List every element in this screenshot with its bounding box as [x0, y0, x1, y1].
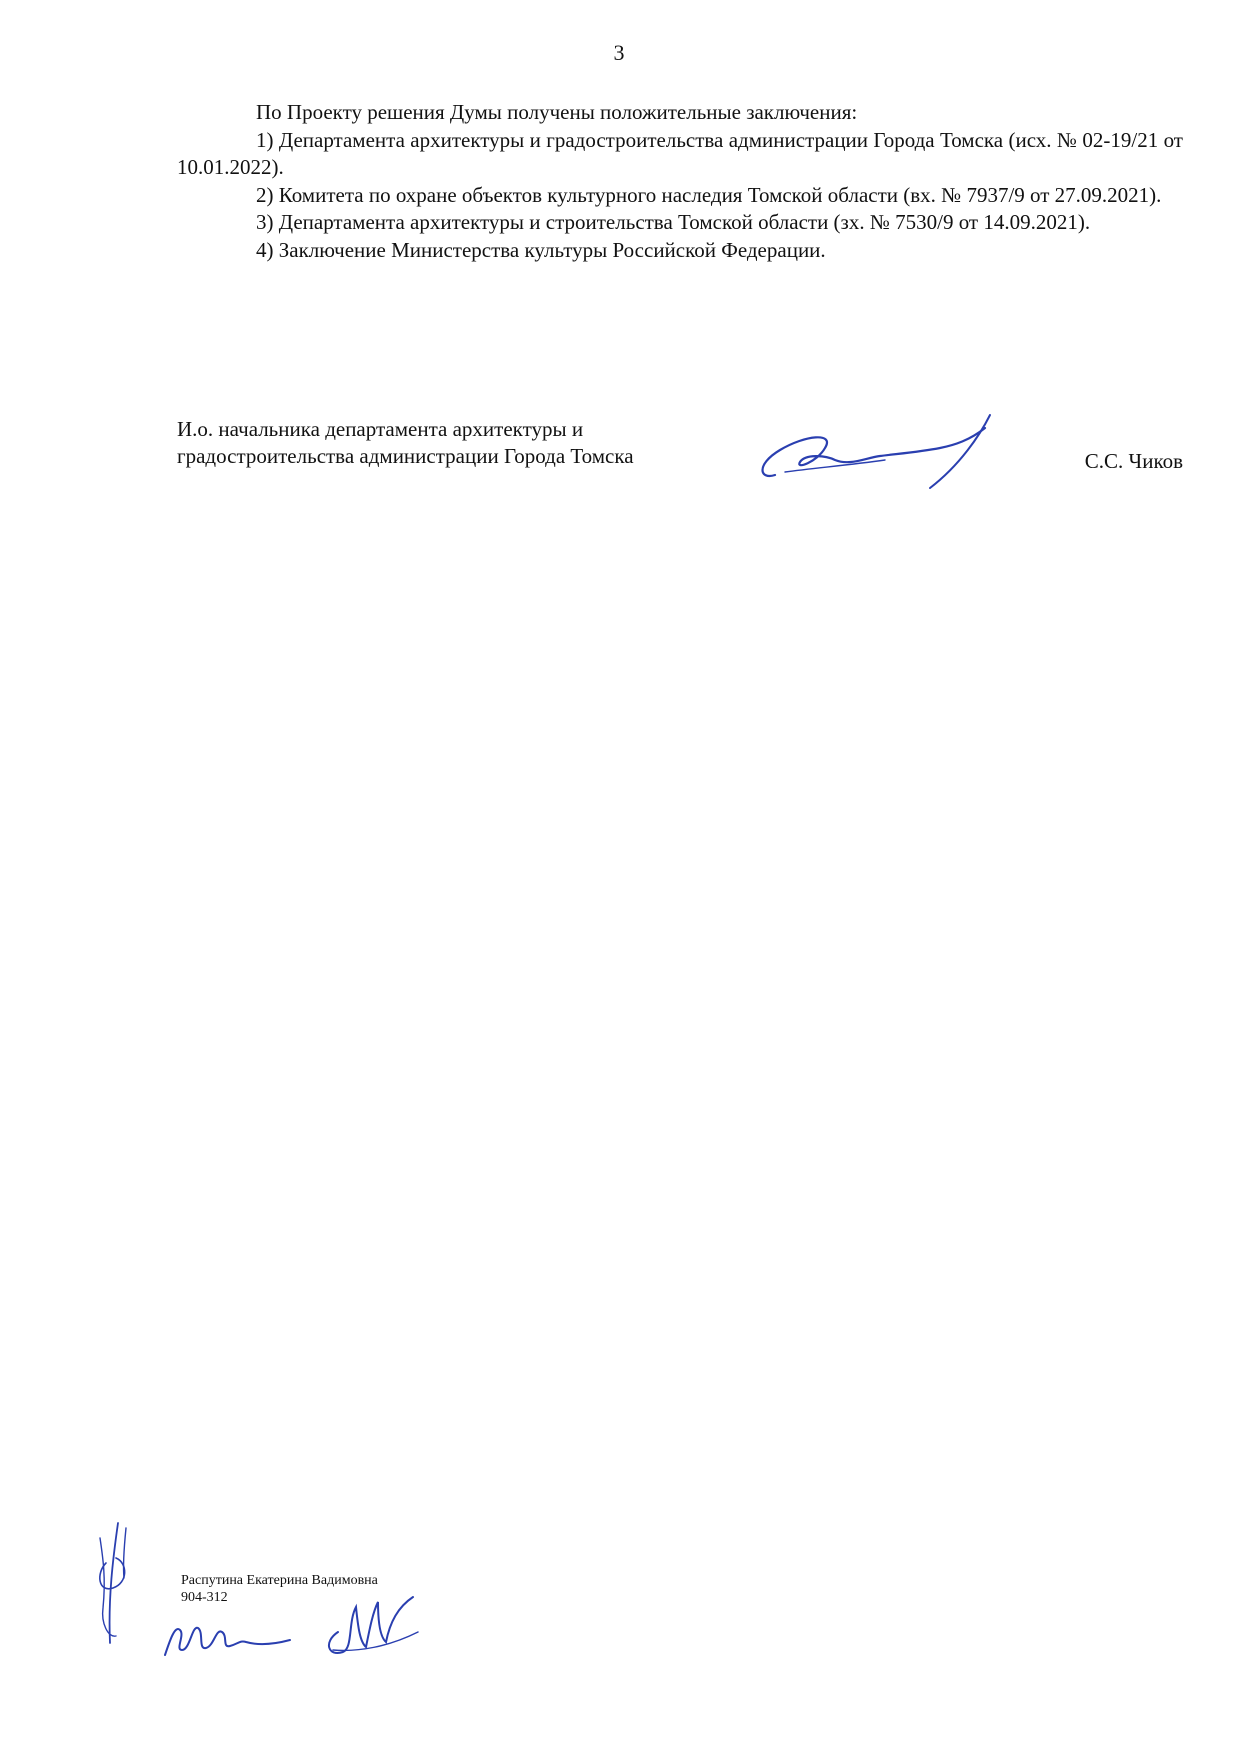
conclusion-item-1: 1) Департамента архитектуры и градостроительства администрации Города Томска (исх. № 02-19/21 от 10.01.2022). — [177, 127, 1183, 179]
handwritten-mark — [318, 1592, 428, 1662]
intro-paragraph: По Проекту решения Думы получены положительные заключения: — [256, 100, 858, 124]
signatory-position-line-1: И.о. начальника департамента архитектуры и — [177, 417, 584, 441]
conclusion-item-4: 4) Заключение Министерства культуры Российской Федерации. — [256, 237, 826, 262]
handwritten-signature — [755, 410, 1005, 490]
handwritten-initials — [160, 1610, 300, 1660]
executor-phone: 904-312 — [181, 1590, 228, 1605]
executor-name: Распутина Екатерина Вадимовна — [181, 1573, 378, 1588]
approval-mark — [88, 1518, 138, 1648]
document-body — [177, 99, 1183, 264]
page-number: 3 — [613, 40, 625, 65]
conclusion-item-2: 2) Комитета по охране объектов культурного наследия Томской области (вх. № 7937/9 от 27.09.2021). — [256, 182, 1162, 207]
signatory-position-line-2: градостроительства администрации Города Томска — [177, 444, 634, 468]
signatory-position — [177, 416, 634, 470]
conclusion-item-3: 3) Департамента архитектуры и строительства Томской области (зх. № 7530/9 от 14.09.2021). — [256, 210, 1091, 234]
signatory-name: С.С. Чиков — [1084, 449, 1183, 473]
